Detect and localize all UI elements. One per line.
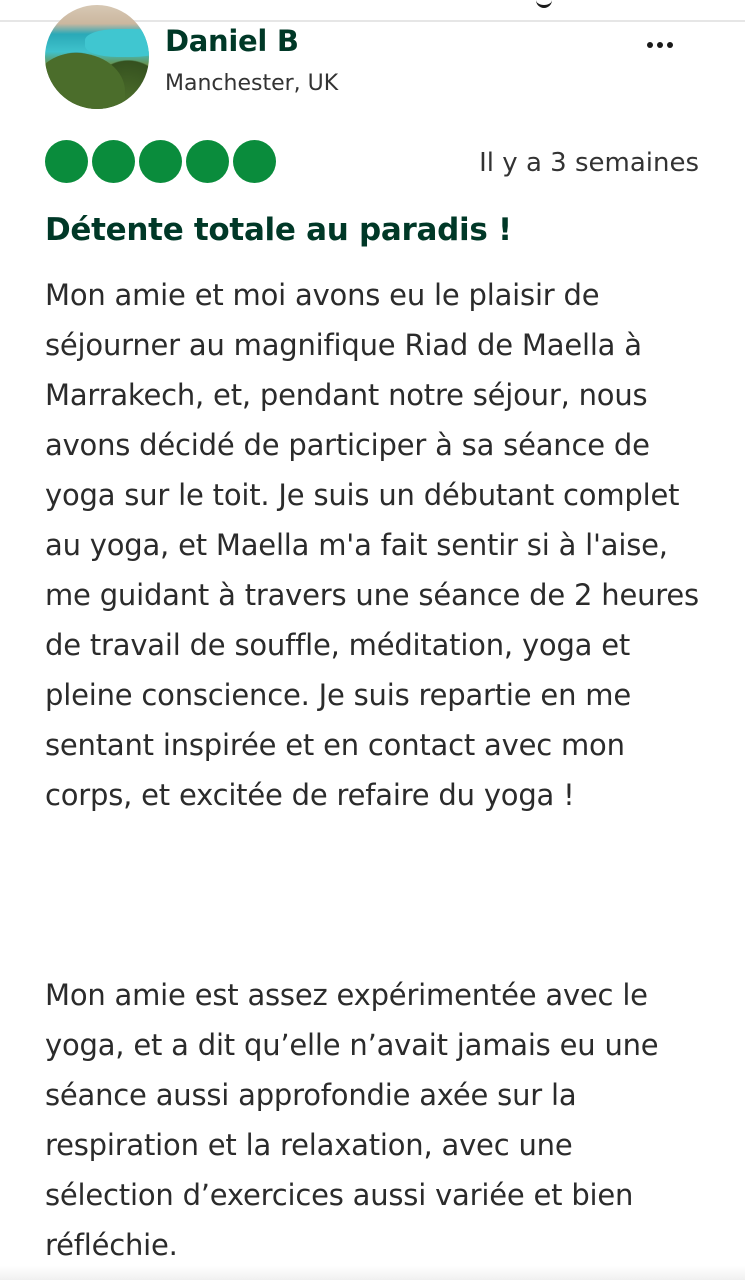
avatar[interactable]	[45, 5, 149, 109]
rating-bubble-icon	[45, 140, 88, 183]
bottom-edge	[0, 1266, 745, 1280]
review-paragraph: Mon amie est assez expérimentée avec le yoga, et a dit qu’elle n’avait jamais eu une séance aussi approfondie axée sur la respiration et la relaxation, avec une sélection d’exercices aussi variée et bien réfléchie.	[45, 978, 659, 1262]
avatar-sea	[85, 29, 149, 57]
rating-bubble-icon	[139, 140, 182, 183]
review-date: Il y a 3 semaines	[479, 148, 699, 178]
more-options-icon	[657, 42, 663, 48]
partial-glyph-top	[536, 0, 552, 8]
more-options-icon	[647, 42, 653, 48]
more-options-button[interactable]	[640, 30, 680, 60]
review-paragraph: Mon amie et moi avons eu le plaisir de séjourner au magnifique Riad de Maella à Marrakech, et, pendant notre séjour, nous avons décidé de participer à sa séance de yoga sur le toit. Je suis un débutant complet au yoga, et Maella m'a fait sentir si à l'aise, me guidant à travers une séance de 2 heures de travail de souffle, méditation, yoga et pleine conscience. Je suis repartie en me sentant inspirée et en contact avec mon corps, et excitée de refaire du yoga !	[45, 278, 699, 812]
rating-bubble-icon	[233, 140, 276, 183]
author-name[interactable]: Daniel B	[165, 24, 299, 58]
rating-bubble-icon	[92, 140, 135, 183]
avatar-hill	[45, 53, 125, 109]
rating-bubbles	[45, 140, 276, 183]
author-location: Manchester, UK	[165, 71, 339, 96]
rating-bubble-icon	[186, 140, 229, 183]
review-title: Détente totale au paradis !	[45, 212, 512, 248]
more-options-icon	[667, 42, 673, 48]
